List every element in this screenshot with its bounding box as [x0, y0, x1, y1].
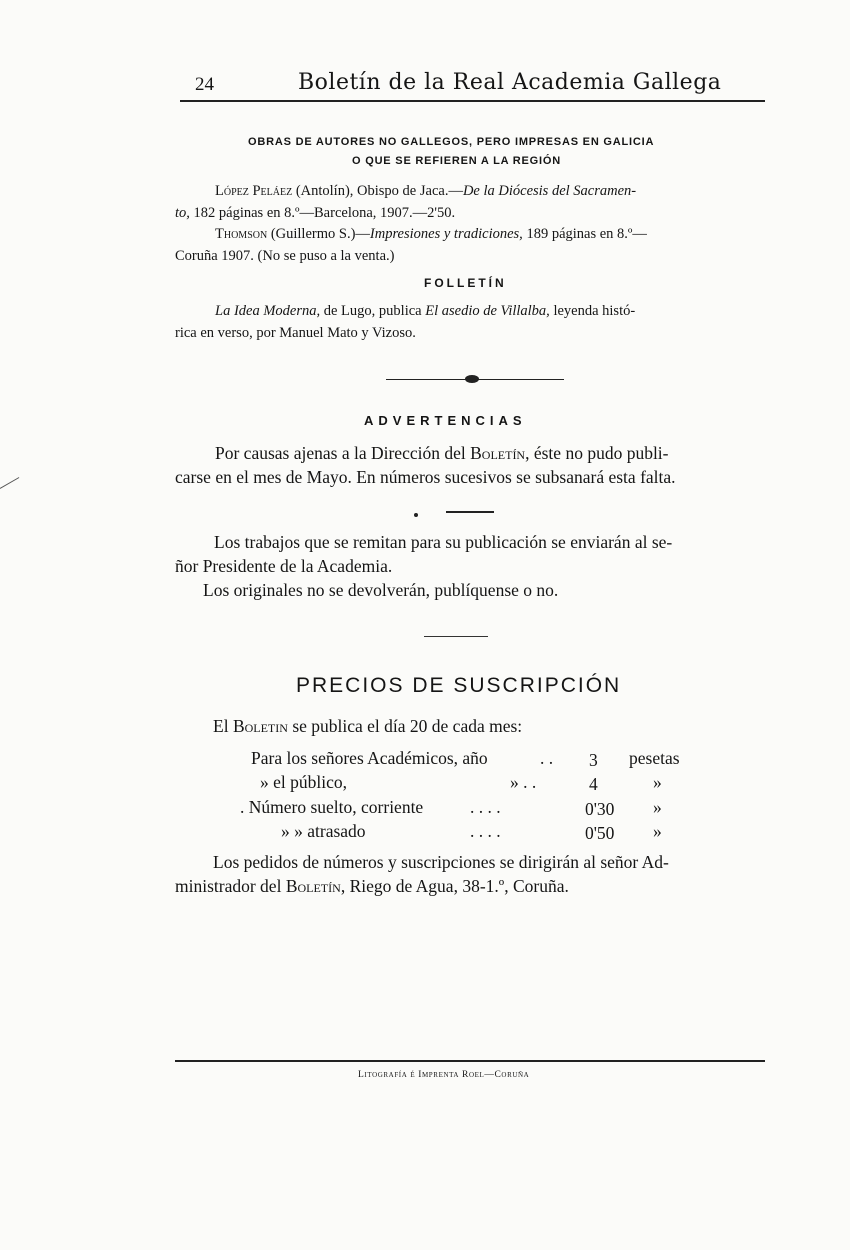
price-row-unit: pesetas [629, 748, 680, 768]
entry-lopez-line1 [215, 183, 636, 200]
intro-text: se publica el día 20 de cada mes: [287, 716, 523, 736]
entry-details: (Guillermo S.)— [267, 226, 370, 242]
margin-mark [0, 477, 19, 489]
section-caption-line1: OBRAS DE AUTORES NO GALLEGOS, PERO IMPRESAS EN GALICIA [248, 136, 655, 148]
entry-title-end: to, [175, 205, 190, 221]
price-row-unit: » [653, 772, 662, 792]
paragraph-text: Por causas ajenas a la Dirección del [215, 443, 471, 463]
folletin-heading: FOLLETÍN [424, 276, 507, 290]
closing-text: , Riego de Agua, 38-1.º, Coruña. [340, 876, 569, 896]
running-title: Boletín de la Real Academia Gallega [298, 70, 722, 95]
separator-rule [424, 636, 488, 637]
precios-closing-line1: Los pedidos de números y suscripciones se dirigirán al señor Ad- [213, 852, 669, 872]
header-rule [180, 100, 765, 102]
price-row-label: » el público, [260, 772, 347, 792]
work-title: El asedio de Villalba, [425, 303, 550, 319]
ornament-dot [465, 375, 479, 383]
price-row-dots: » . . [510, 772, 537, 792]
advertencias-p1-line2: carse en el mes de Mayo. En números sucesivos se subsanará esta falta. [175, 467, 676, 487]
entry-title: De la Diócesis del Sacramen- [462, 183, 637, 199]
entry-lopez-line2 [175, 205, 455, 222]
closing-text: ministrador del [175, 876, 286, 896]
boletin-name: Boletin [232, 716, 288, 736]
price-row-dots: . . . . [470, 821, 501, 841]
price-row-amount: 4 [589, 774, 598, 794]
price-row-amount: 3 [589, 750, 598, 770]
price-row-label: . Número suelto, corriente [240, 797, 424, 817]
precios-intro [213, 716, 522, 737]
folletin-text: leyenda histó- [549, 303, 636, 319]
separator-rule [446, 511, 494, 513]
price-row-unit: » [653, 821, 662, 841]
separator-dot [414, 513, 418, 517]
entry-author: Thomson [215, 226, 268, 242]
folletin-line2: rica en verso, por Manuel Mato y Vizoso. [175, 325, 416, 341]
price-row-unit: » [653, 797, 662, 817]
advertencias-p2-line2: ñor Presidente de la Academia. [175, 556, 393, 576]
folletin-text: de Lugo, publica [320, 303, 426, 319]
publication-name: La Idea Moderna, [215, 303, 321, 319]
section-caption-line2: O QUE SE REFIEREN A LA REGIÓN [352, 155, 561, 167]
entry-title: Impresiones y tradiciones, [369, 226, 523, 242]
price-row-dots: . . [540, 748, 554, 768]
folletin-line1 [215, 303, 635, 320]
precios-heading: PRECIOS DE SUSCRIPCIÓN [296, 674, 622, 697]
advertencias-p1-line1 [215, 443, 669, 464]
footer-rule [175, 1060, 765, 1062]
entry-rest: 182 páginas en 8.º—Barcelona, 1907.—2'50. [189, 205, 456, 221]
precios-closing-line2 [175, 876, 569, 897]
entry-thomson-line1 [215, 226, 647, 243]
price-row-dots: . . . . [470, 797, 501, 817]
advertencias-p3: Los originales no se devolverán, publíquense o no. [203, 580, 559, 600]
boletin-name: Boletín [470, 443, 526, 463]
entry-thomson-line2: Coruña 1907. (No se puso a la venta.) [175, 248, 395, 264]
entry-details: (Antolín), Obispo de Jaca.— [292, 183, 463, 199]
printer-imprint: Litografía é Imprenta Roel—Coruña [358, 1070, 530, 1080]
entry-author: López Peláez [215, 183, 293, 199]
paragraph-text: , éste no pudo publi- [525, 443, 669, 463]
price-row-label: Para los señores Académicos, año [251, 748, 488, 768]
advertencias-heading: ADVERTENCIAS [364, 413, 527, 428]
boletin-name: Boletín [285, 876, 341, 896]
page-number: 24 [195, 74, 214, 95]
price-row-amount: 0'50 [585, 823, 615, 843]
advertencias-p2-line1: Los trabajos que se remitan para su publicación se enviarán al se- [214, 532, 673, 552]
price-row-label: » » atrasado [281, 821, 366, 841]
intro-text: El [213, 716, 233, 736]
entry-rest: 189 páginas en 8.º— [522, 226, 647, 242]
price-row-amount: 0'30 [585, 799, 615, 819]
